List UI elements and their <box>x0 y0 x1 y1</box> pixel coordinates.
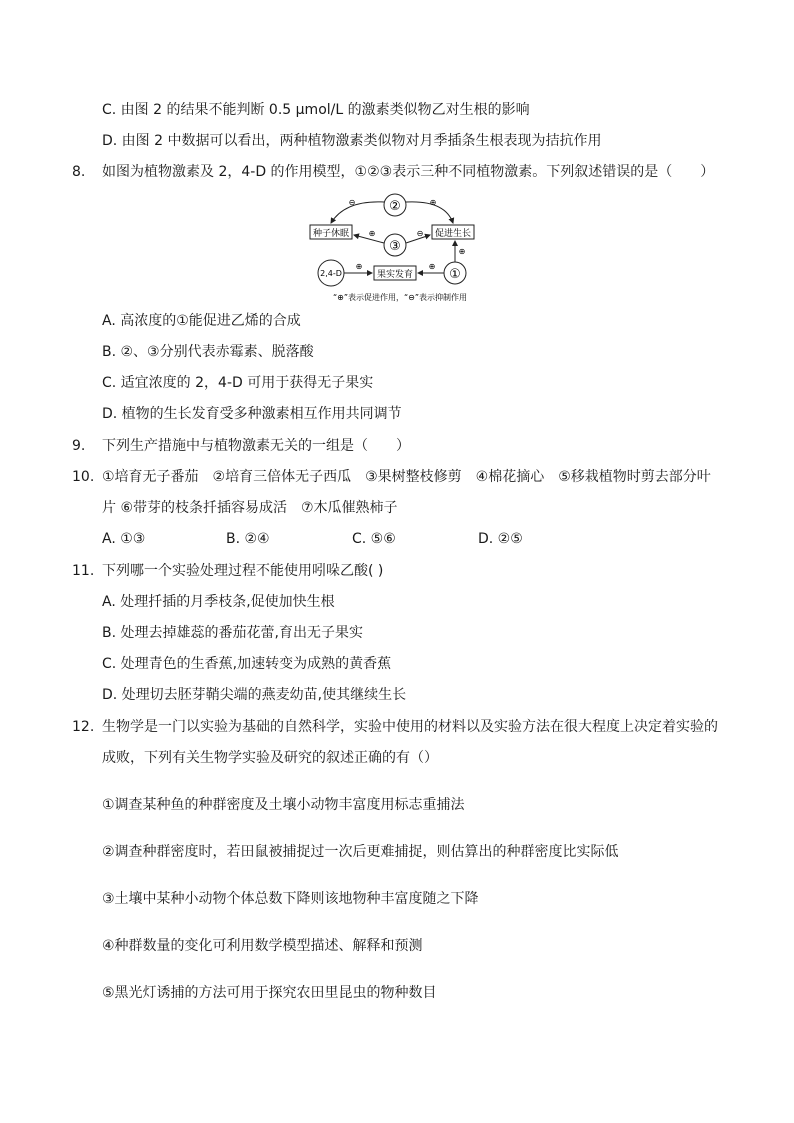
q11-option-c: C. 处理青色的生香蕉,加速转变为成熟的黄香蕉 <box>102 656 392 672</box>
node-24d-label: 2,4-D <box>320 269 342 278</box>
node-2-label: ② <box>389 199 401 214</box>
sym-node1-up: ⊕ <box>458 247 466 256</box>
q11-option-b: B. 处理去掉雄蕊的番茄花蕾,育出无子果实 <box>102 625 363 641</box>
q8-option-a: A. 高浓度的①能促进乙烯的合成 <box>102 313 301 329</box>
node-1-label: ① <box>449 267 461 282</box>
q8-option-d: D. 植物的生长发育受多种激素相互作用共同调节 <box>102 406 402 422</box>
sym-top-right: ⊕ <box>429 198 437 207</box>
q12-item3: ③土壤中某种小动物个体总数下降则该地物种丰富度随之下降 <box>102 891 479 907</box>
q10-number: 10. <box>72 469 95 485</box>
q7-option-d: D. 由图 2 中数据可以看出，两种植物激素类似物对月季插条生根表现为拮抗作用 <box>102 133 602 149</box>
q11-number: 11. <box>72 563 95 579</box>
sym-top-left: ⊖ <box>348 198 356 207</box>
q12-line2: 成败，下列有关生物学实验及研究的叙述正确的有（） <box>102 750 438 766</box>
q8-number: 8. <box>72 164 86 180</box>
q8-option-c: C. 适宜浓度的 2，4-D 可用于获得无子果实 <box>102 375 374 391</box>
q7-option-c: C. 由图 2 的结果不能判断 0.5 μmol/L 的激素类似物乙对生根的影响 <box>102 102 530 118</box>
q9-number: 9. <box>72 438 86 454</box>
q11-stem: 下列哪一个实验处理过程不能使用吲哚乙酸( ) <box>102 563 384 579</box>
q10-option-a: A. ①③ <box>102 531 146 547</box>
q12-item1: ①调查某种鱼的种群密度及土壤小动物丰富度用标志重捕法 <box>102 797 465 813</box>
q10-option-c: C. ⑤⑥ <box>352 531 396 547</box>
q12-item2: ②调查种群密度时，若田鼠被捕捉过一次后更难捕捉，则估算出的种群密度比实际低 <box>102 844 619 860</box>
q12-number: 12. <box>72 719 95 735</box>
node-3-label: ③ <box>389 239 401 254</box>
q10-line2: 片 ⑥带芽的枝条扦插容易成活 ⑦木瓜催熟柿子 <box>102 500 398 516</box>
diagram-caption: “⊕”表示促进作用，“⊖”表示抑制作用 <box>333 293 467 302</box>
q10-option-d: D. ②⑤ <box>478 531 523 547</box>
sym-node1-left: ⊕ <box>428 262 436 271</box>
q10-option-b: B. ②④ <box>226 531 270 547</box>
sym-mid-right: ⊖ <box>416 229 424 238</box>
q10-line1: ①培育无子番茄 ②培育三倍体无子西瓜 ③果树整枝修剪 ④棉花摘心 ⑤移栽植物时剪去部分叶 <box>102 469 711 485</box>
q11-option-a: A. 处理扦插的月季枝条,促使加快生根 <box>102 594 335 610</box>
box-promote-growth-label: 促进生长 <box>434 229 472 239</box>
q8-stem: 如图为植物激素及 2，4-D 的作用模型，①②③表示三种不同植物激素。下列叙述错误的是（ ） <box>102 164 715 180</box>
sym-24d: ⊕ <box>355 262 363 271</box>
q11-option-d: D. 处理切去胚芽鞘尖端的燕麦幼苗,使其继续生长 <box>102 687 407 703</box>
q12-line1: 生物学是一门以实验为基础的自然科学，实验中使用的材料以及实验方法在很大程度上决定着实验的 <box>102 719 718 735</box>
sym-mid-left: ⊕ <box>368 229 376 238</box>
box-seed-dormancy-label: 种子休眠 <box>312 229 350 239</box>
hormone-model-diagram <box>300 190 500 305</box>
q9-stem: 下列生产措施中与植物激素无关的一组是（ ） <box>102 438 410 454</box>
q12-item4: ④种群数量的变化可利用数学模型描述、解释和预测 <box>102 938 423 954</box>
q8-option-b: B. ②、③分别代表赤霉素、脱落酸 <box>102 344 314 360</box>
box-fruit-development-label: 果实发育 <box>376 270 414 280</box>
q12-item5: ⑤黑光灯诱捕的方法可用于探究农田里昆虫的物种数目 <box>102 985 437 1001</box>
